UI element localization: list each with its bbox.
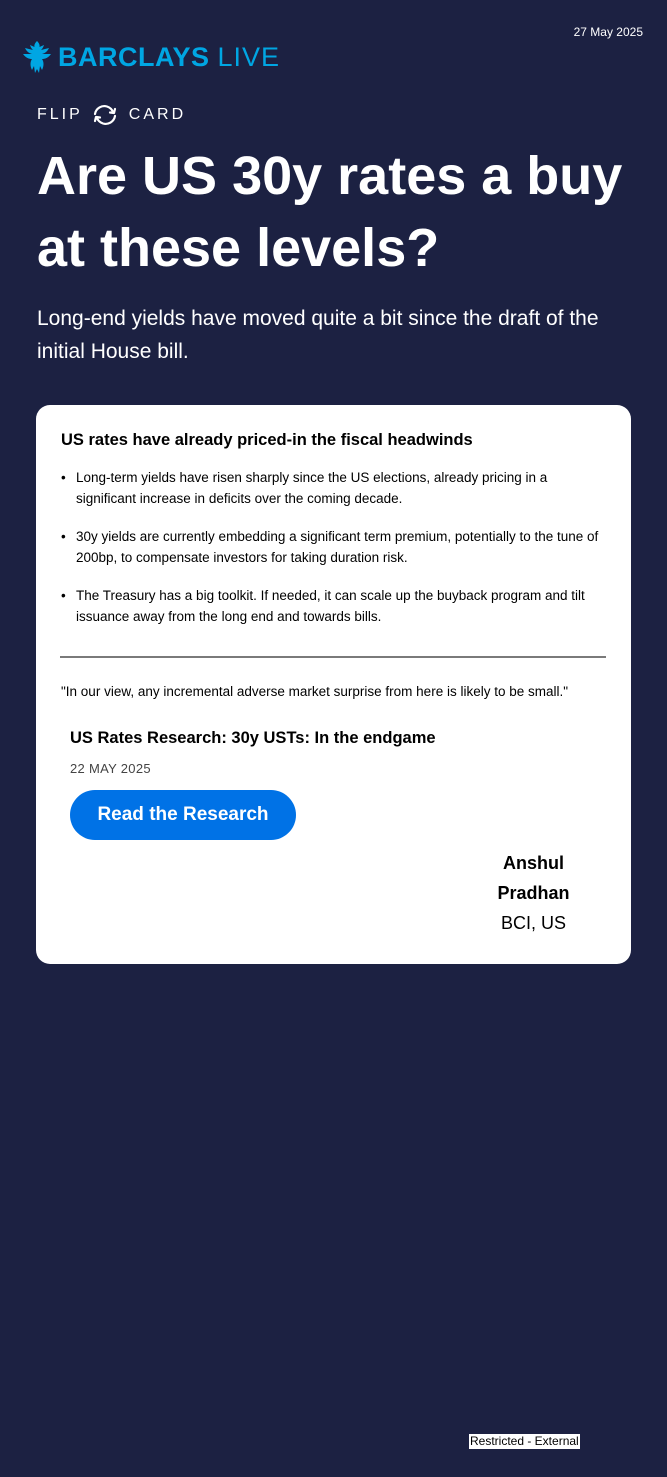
classification-label: Restricted - External <box>470 1434 579 1448</box>
card-title: US rates have already priced-in the fiscal headwinds <box>61 431 473 449</box>
list-item: • 30y yields are currently embedding a significant term premium, potentially to the tune of 200bp, to compensate investors for taking duration risk. <box>61 526 611 568</box>
research-title[interactable]: US Rates Research: 30y USTs: In the endgame <box>70 729 436 747</box>
barclays-live-logo[interactable] <box>22 40 280 74</box>
page-subtitle: Long-end yields have moved quite a bit since the draft of the initial House bill. <box>37 307 599 363</box>
author-org: BCI, US <box>500 913 566 933</box>
research-card <box>36 405 631 964</box>
page-title: Are US 30y rates a buy at these levels? <box>37 146 623 278</box>
key-points-list <box>61 467 611 644</box>
divider <box>60 656 606 658</box>
refresh-icon <box>91 103 119 127</box>
list-item: • The Treasury has a big toolkit. If needed, it can scale up the buyback program and tilt issuance away from the long end and towards bills. <box>61 585 611 627</box>
read-research-button[interactable]: Read the Research <box>70 790 296 840</box>
logo-suffix: LIVE <box>217 41 281 72</box>
list-item: • Long-term yields have risen sharply since the US elections, already pricing in a significant increase in deficits over the coming decade. <box>61 467 611 509</box>
research-date: 22 MAY 2025 <box>70 761 151 776</box>
flip-label-left: FLIP <box>37 106 83 123</box>
author-name: Anshul Pradhan <box>497 853 570 903</box>
pull-quote: "In our view, any incremental adverse market surprise from here is likely to be small." <box>61 684 569 699</box>
flip-card-label[interactable] <box>37 103 186 127</box>
flip-label-right: CARD <box>128 106 187 123</box>
publish-date: 27 May 2025 <box>573 25 643 39</box>
logo-brand: BARCLAYS <box>58 41 210 72</box>
author-block <box>466 848 601 938</box>
eagle-icon <box>22 40 52 74</box>
